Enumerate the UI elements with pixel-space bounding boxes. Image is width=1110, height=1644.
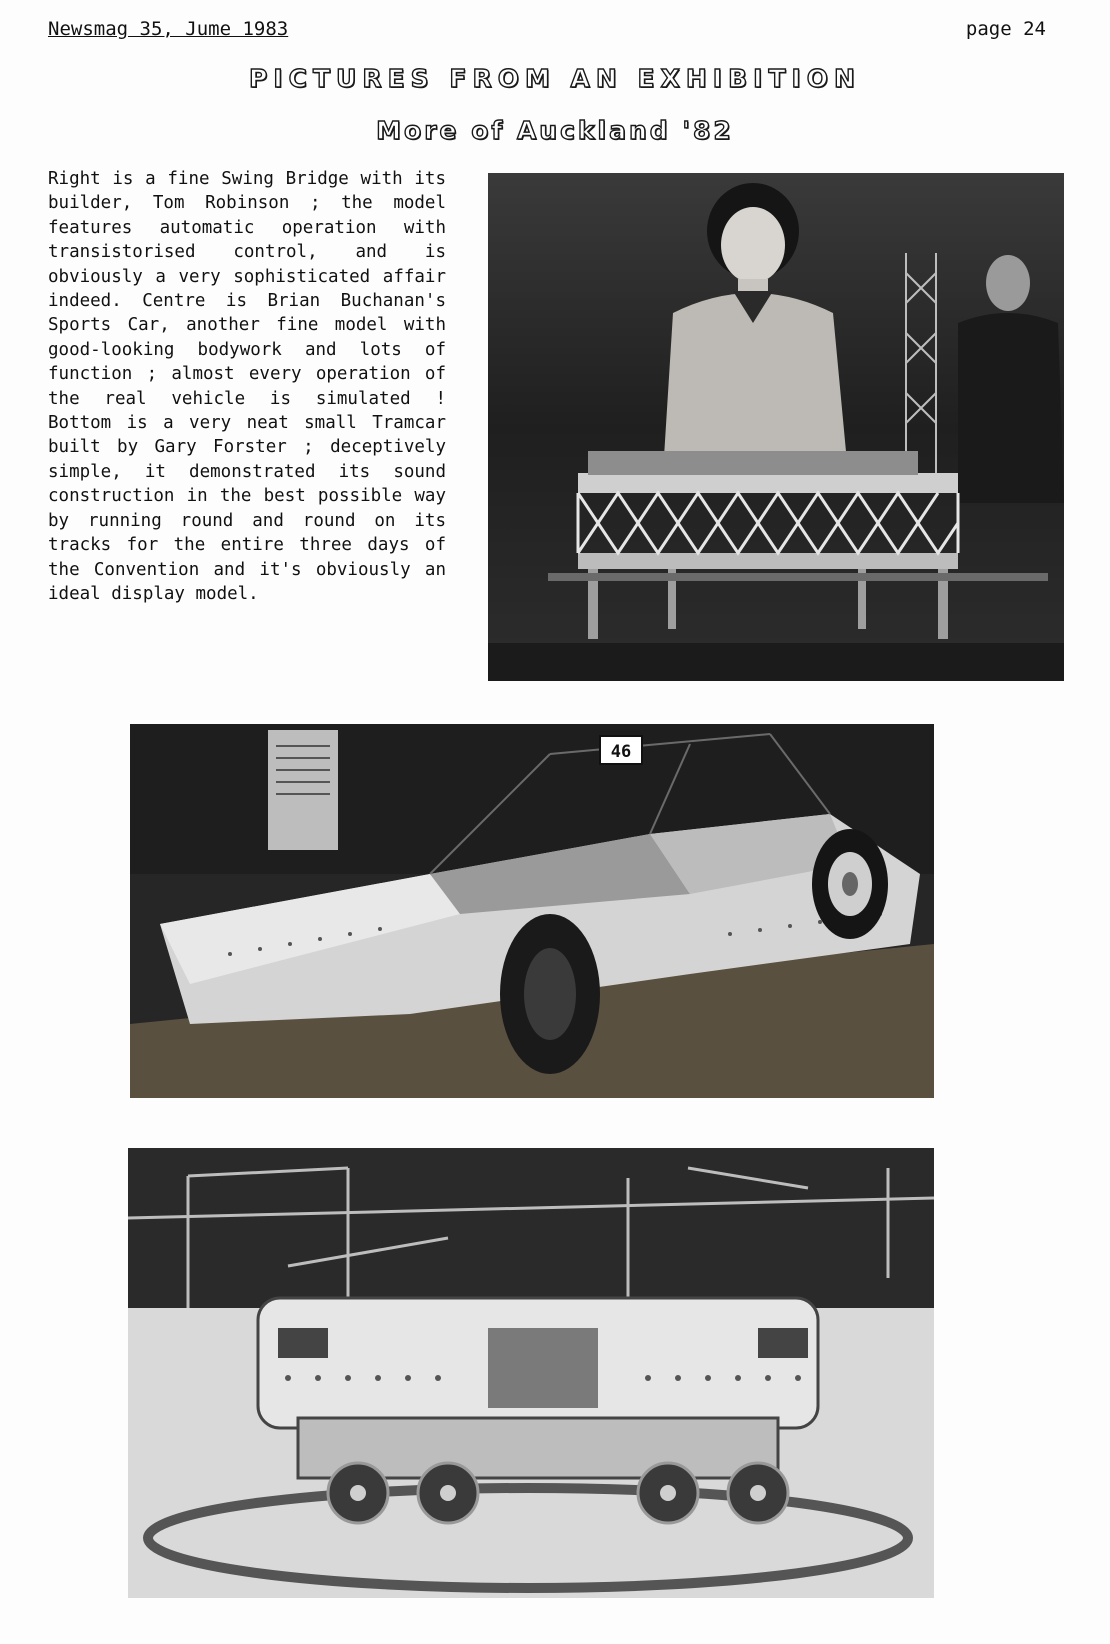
sports-car-illustration	[130, 724, 934, 1098]
swing-bridge-photo	[488, 173, 1064, 681]
article-body: Right is a fine Swing Bridge with its builder, Tom Robinson ; the model features automatic operation with transistorised control, and is obviously a very sophisticated affair indeed. Centre is Brian Buchanan's Sports Car, another fine model with good-looking bodywork and lots of function ; almost every operation of the real vehicle is simulated ! Bottom is a very neat small Tramcar built by Gary Forster ; deceptively simple, it demonstrated its sound construction in the best possible way by running round and round on its tracks for the entire three days of the Convention and it's obviously an ideal display model.	[48, 169, 446, 604]
page-number: page 24	[965, 18, 1046, 40]
issue-header: Newsmag 35, Jume 1983	[48, 18, 289, 40]
tramcar-illustration	[128, 1148, 934, 1598]
tramcar-photo	[128, 1148, 934, 1598]
swing-bridge-illustration	[488, 173, 1064, 681]
page-subtitle: More of Auckland '82	[376, 116, 734, 145]
page-title: PICTURES FROM AN EXHIBITION	[249, 64, 861, 93]
car-number-plate: 46	[610, 742, 632, 762]
sports-car-photo	[130, 724, 934, 1098]
